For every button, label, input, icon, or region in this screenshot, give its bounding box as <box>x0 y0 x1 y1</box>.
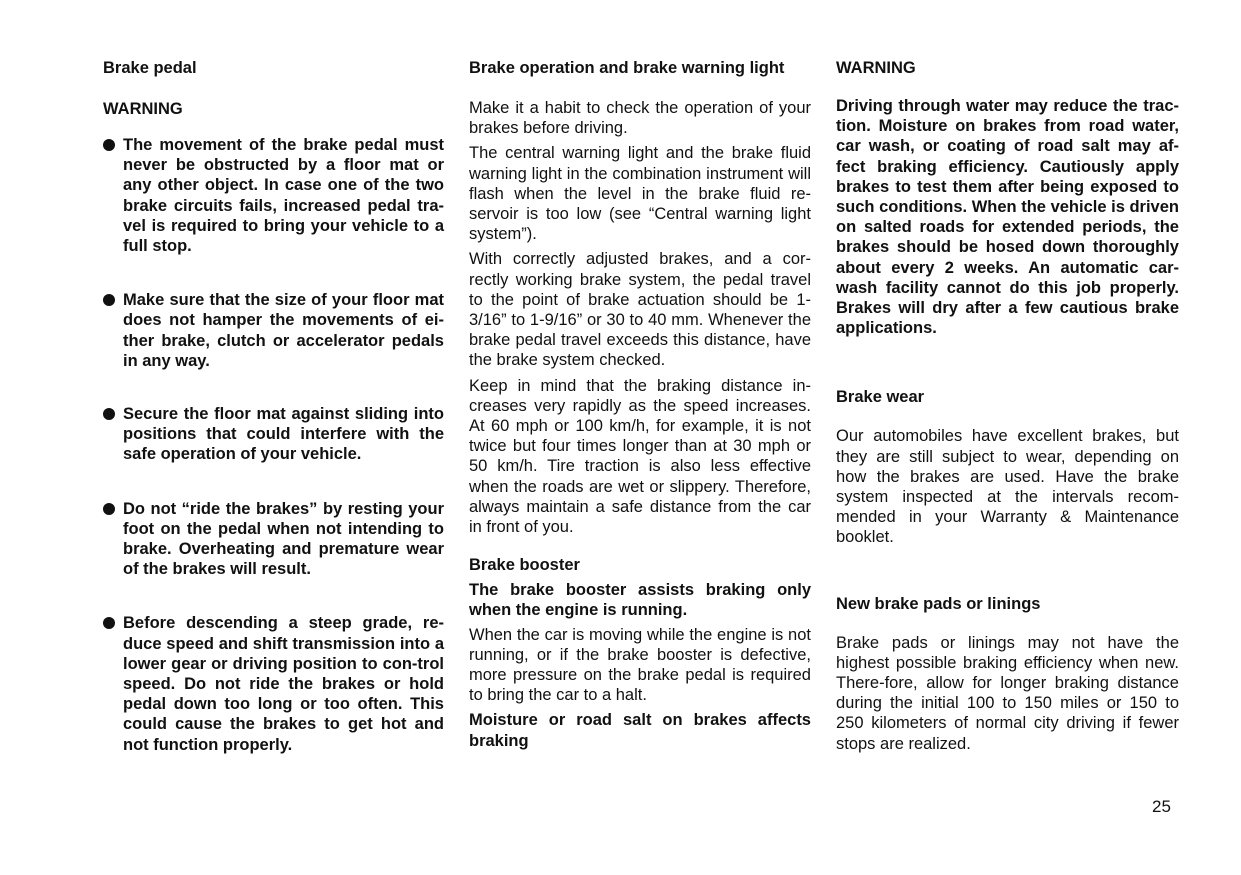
bullet-dot-icon <box>103 139 115 151</box>
brake-booster-text: When the car is moving while the engine is not running, or if the brake booster is defective, more pressure on the brake pedal is required to bring the car to a halt. <box>469 625 811 705</box>
bullet-dot-icon <box>103 294 115 306</box>
warning-bullet <box>103 135 444 256</box>
brake-operation-heading: Brake operation and brake warning light <box>469 59 785 77</box>
warning-bullet <box>103 499 444 580</box>
new-brake-pads-text: Brake pads or linings may not have the highest possible braking efficiency when new. There-fore, allow for longer braking distance during the initial 100 to 150 miles or 150 to 250 kilometers of normal city driving if fewer stops are realized. <box>836 633 1179 753</box>
brake-pedal-warning-label: WARNING <box>103 100 183 118</box>
bullet-dot-icon <box>103 617 115 629</box>
column-brake-pedal <box>103 57 444 755</box>
bullet-text: The movement of the brake pedal must never be obstructed by a floor mat or any other object. In case one of the two brake circuits fails, increased pedal tra-vel is required to bring your vehicle to a full stop. <box>123 136 444 256</box>
moisture-heading: Moisture or road salt on brakes affects braking <box>469 711 811 750</box>
brake-booster-subheading: The brake booster assists braking only when the engine is running. <box>469 581 811 620</box>
page-number: 25 <box>1152 797 1171 816</box>
warning-bullet <box>103 290 444 371</box>
brake-operation-paragraph: Keep in mind that the braking distance in-creases very rapidly as the speed increases. At 60 mph or 100 km/h, for example, it is not twice but four times longer than at 30 mph or 50 km/h. Tire traction is also less effective when the roads are wet or slippery. Therefore, always maintain a safe distance from the car in front of you. <box>469 376 811 537</box>
brake-wear-text: Our automobiles have excellent brakes, but they are still subject to wear, depending on how the brakes are used. Have the brake system inspected at the intervals recom-mended in your Warranty & Maintenance booklet. <box>836 427 1179 547</box>
new-brake-pads-heading: New brake pads or linings <box>836 594 1041 613</box>
brake-pedal-heading: Brake pedal <box>103 59 197 77</box>
column-brake-operation <box>469 57 811 751</box>
water-warning-text: Driving through water may reduce the trac-tion. Moisture on brakes from road water, car wash, or coating of road salt may af-fect braking efficiency. Cautiously apply brakes to test them after being exposed to such conditions. When the vehicle is driven on salted roads for extended periods, the brakes should be hosed down thoroughly about every 2 weeks. An automatic car-wash facility cannot do this job properly. Brakes will dry after a few cautious brake applications. <box>836 97 1179 338</box>
brake-pedal-warning-list <box>103 135 444 755</box>
bullet-dot-icon <box>103 503 115 515</box>
bullet-text: Before descending a steep grade, re-duce speed and shift transmission into a lower gear or driving position to con-trol speed. Do not ride the brakes or hold pedal down too long or too often. This could cause the brakes to get hot and not function properly. <box>123 614 444 754</box>
brake-wear-heading: Brake wear <box>836 388 925 407</box>
brake-operation-paragraph: With correctly adjusted brakes, and a cor-rectly working brake system, the pedal travel to the point of brake actuation should be 1-3/16” to 1-9/16” or 30 to 40 mm. Whenever the brake pedal travel exceeds this distance, have the brake system checked. <box>469 250 811 370</box>
bullet-text: Secure the floor mat against sliding into positions that could interfere with the safe operation of your vehicle. <box>123 405 444 464</box>
bullet-dot-icon <box>103 408 115 420</box>
water-warning-label: WARNING <box>836 59 916 77</box>
warning-bullet <box>103 404 444 465</box>
warning-bullet <box>103 613 444 754</box>
brake-operation-paragraph: Make it a habit to check the operation of your brakes before driving. <box>469 99 811 138</box>
brake-operation-paragraph: The central warning light and the brake fluid warning light in the combination instrument will flash when the level in the brake fluid re-servoir is too low (see “Central warning light system”). <box>469 144 811 244</box>
column-warning-wear <box>836 57 1179 754</box>
bullet-text: Make sure that the size of your floor mat does not hamper the movements of ei-ther brake, clutch or accelerator pedals in any way. <box>123 291 444 370</box>
bullet-text: Do not “ride the brakes” by resting your foot on the pedal when not intending to brake. Overheating and premature wear of the brakes will result. <box>123 499 444 579</box>
brake-booster-heading: Brake booster <box>469 556 580 575</box>
